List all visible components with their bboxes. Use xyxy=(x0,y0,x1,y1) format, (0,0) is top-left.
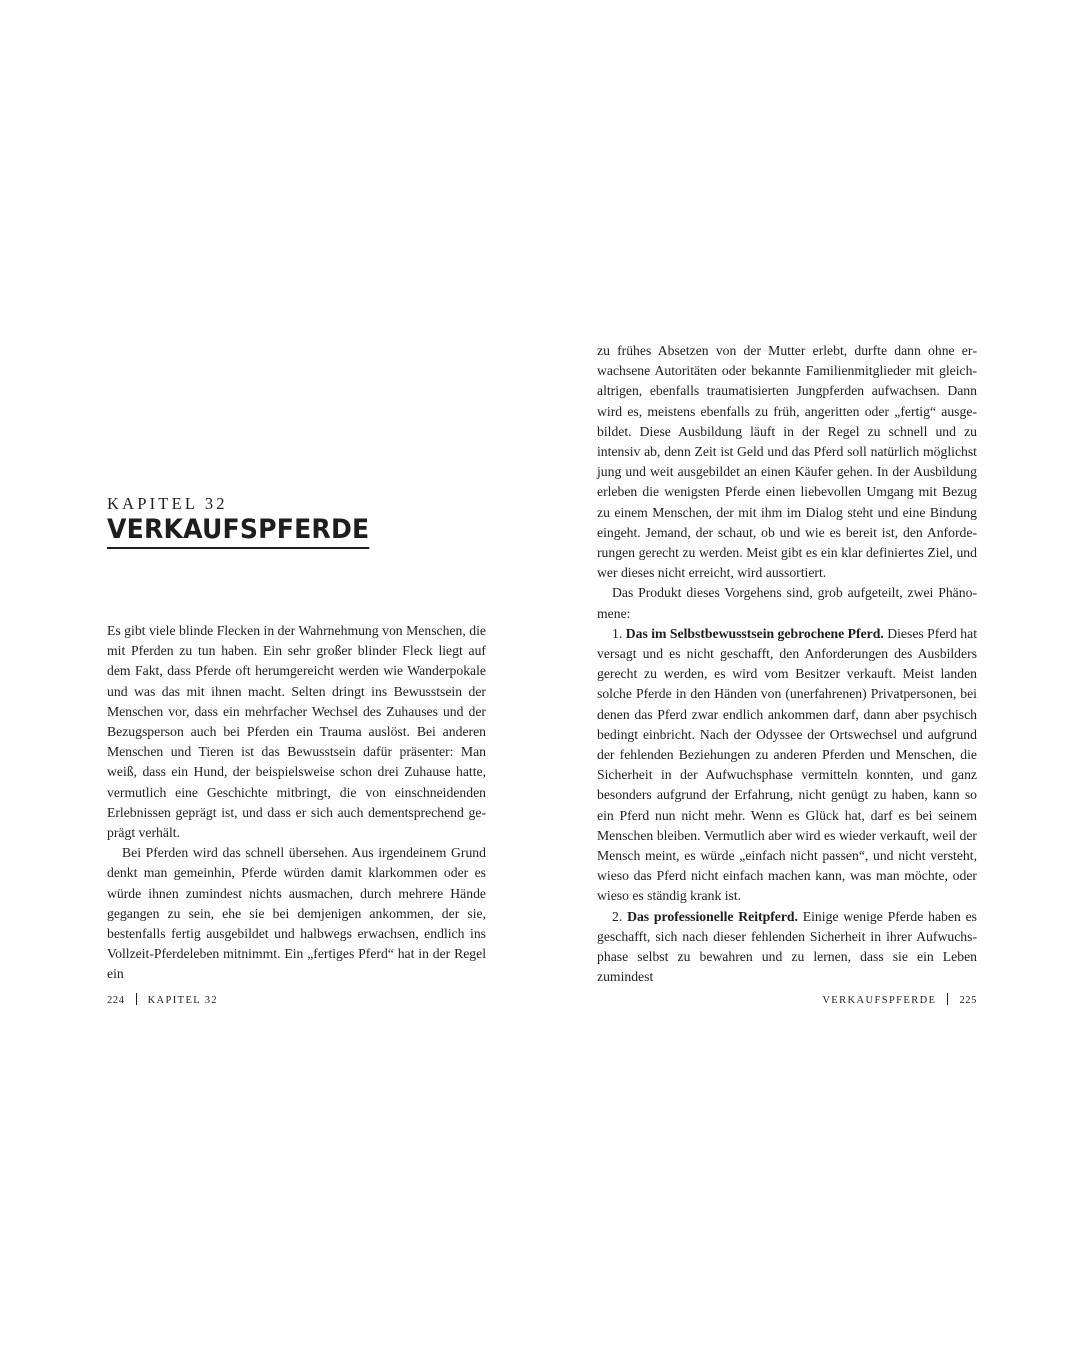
chapter-label: KAPITEL 32 xyxy=(107,494,228,513)
running-head: VERKAUFSPFERDE xyxy=(822,995,937,1006)
paragraph: Das Produkt dieses Vorgehens sind, grob aufgeteilt, zwei Phänomene: xyxy=(597,585,977,621)
numbered-item xyxy=(597,907,977,988)
page-number: 224 xyxy=(107,995,125,1006)
paragraph: zu frühes Absetzen von der Mutter erlebt, durfte dann ohne erwachsene Autoritäten oder bekannte Familienmitglieder mit gleichaltrigen, ebenfalls traumatisierten Jungpferden aufwachsen. Dann wird es, meistens ebenfalls zu früh, angeritten oder „fertig“ ausgebildet. Diese Ausbildung läuft in der Regel zu schnell und zu intensiv ab, denn Zeit ist Geld und das Pferd soll natürlich möglichst jung und weit ausgebildet an einen Käufer gehen. In der Ausbildung erleben die wenigsten Pferde einen liebevollen Umgang mit Bezug zu einem Menschen, der mit ihm im Dialog steht und eine Bindung eingeht. Jemand, der schaut, ob und wie es bereit ist, den Anforderungen gerecht zu werden. Meist gibt es ein klar definiertes Ziel, und wer dieses nicht erreicht, wird aussortiert. xyxy=(597,343,977,581)
item-number: 2. xyxy=(612,908,623,924)
item-text: Dieses Pferd hat versagt und es nicht geschafft, den Anforderungen des Ausbilders gerecht zu werden, es wird vom Besitzer verkauft. Meist landen solche Pferde in den Händen von (unerfahrenen) Privatpersonen, bei denen das Pferd zwar endlich ankommen darf, dann aber psychisch bedingt einbricht. Nach der Odyssee der Ortswechsel und aufgrund der fehlenden Beziehungen zu anderen Pferden und Menschen, die Sicherheit in der Aufwuchsphase vermitteln konnten, und ganz besonders aufgrund der Erfahrung, nicht genügt zu haben, kann so ein Pferd nun nicht mehr. Wenn es Glück hat, darf es bei seinem Menschen bleiben. Vermutlich aber wird es wieder verkauft, weil der Mensch meint, es würde „einfach nicht passen“, und nicht versteht, wieso das Pferd nicht einfach machen kann, was man möchte, oder wieso es ständig krank ist. xyxy=(597,625,978,904)
item-number: 1. xyxy=(612,625,623,641)
paragraph: Bei Pferden wird das schnell übersehen. Aus irgendeinem Grund denkt man gemeinhin, Pferde würden damit klarkommen oder es würde ihnen zumindest nichts ausmachen, durch mehrere Hände gegangen zu sein, ehe sie bei demjenigen ankommen, der sie, bestenfalls fertig ausgebildet und halbwegs erwachsen, endlich ins Vollzeit-Pferdeleben mitnimmt. Ein „fertiges Pferd“ hat in der Regel ein xyxy=(107,845,486,982)
left-footer xyxy=(107,993,218,1008)
footer-separator xyxy=(136,993,137,1005)
right-body-text xyxy=(597,341,977,988)
right-page xyxy=(597,0,977,1350)
page-number: 225 xyxy=(959,995,977,1006)
right-footer xyxy=(822,993,977,1008)
chapter-heading xyxy=(107,494,486,549)
item-text: Einige wenige Pferde haben es geschafft, sich nach dieser fehlenden Sicherheit in ihrer Aufwuchsphase selbst zu bewahren und zu lernen, dass sie ein Leben zumindest xyxy=(597,908,977,985)
left-page xyxy=(107,0,486,1350)
footer-separator xyxy=(947,993,948,1005)
item-title: Das im Selbstbewusstsein gebrochene Pferd. xyxy=(625,625,884,641)
chapter-title: VERKAUFSPFERDE xyxy=(107,514,369,549)
item-title: Das professionelle Reitpferd. xyxy=(627,908,798,924)
left-body-text xyxy=(107,621,486,985)
numbered-item xyxy=(597,624,977,907)
paragraph: Es gibt viele blinde Flecken in der Wahrnehmung von Menschen, die mit Pferden zu tun haben. Ein sehr großer blinder Fleck liegt auf dem Fakt, dass Pferde oft herumgereicht werden wie Wanderpokale und was das mit ihnen macht. Selten dringt ins Bewusstsein der Menschen vor, dass ein mehrfacher Wechsel des Zuhauses und der Bezugsperson auch bei Pferden ein Trauma auslöst. Bei anderen Menschen und Tieren ist das Bewusstsein dafür präsenter: Man weiß, dass ein Hund, der beispielsweise schon drei Zuhause hatte, vermutlich eine Geschichte mitbringt, die von einschneidenden Erlebnissen geprägt ist, und dass er sich auch dementsprechend geprägt verhält. xyxy=(107,623,486,841)
running-head: KAPITEL 32 xyxy=(147,995,219,1006)
